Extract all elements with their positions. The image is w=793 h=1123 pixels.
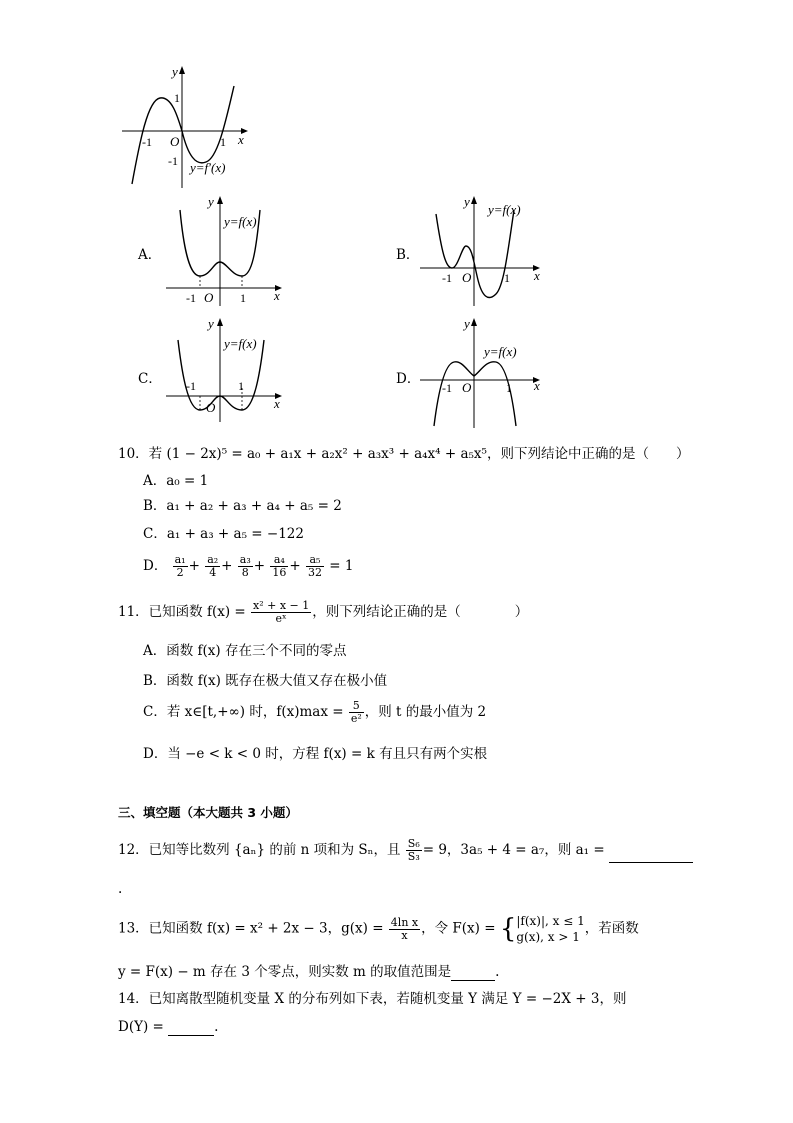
q10-d-frac-3: $\frac{\text{a₃}}{8}$	[239, 553, 251, 579]
main-curve-label: y=f′(x)	[190, 160, 226, 175]
b-one: 1	[504, 271, 510, 285]
q14-line2	[118, 1018, 218, 1036]
main-neg-one-y: -1	[168, 154, 178, 168]
option-c-label: C．	[138, 371, 162, 387]
a-origin: O	[204, 290, 214, 305]
option-b-graph	[416, 190, 546, 310]
b-y-label: y	[464, 194, 470, 209]
c-curve-label: y=f(x)	[224, 336, 257, 351]
q13-suffix: ，若函数	[584, 920, 639, 937]
q10-option-b: B．a₁ + a₂ + a₃ + a₄ + a₅ = 2	[143, 498, 342, 514]
a-curve-label: y=f(x)	[224, 214, 257, 229]
q12-period: .	[118, 881, 123, 897]
q13-stem: 13．已知函数 f(x) = x² + 2x − 3，g(x) = $\frac{\text{4ln x}}{x}$ ，令 F(x) = { |f(x)|, x ≤ 1 g(x), x > 1 ，若函数	[118, 914, 639, 944]
q14-line2-prefix: D(Y) =	[118, 1019, 169, 1035]
q10-option-d: D． $\frac{\text{a₁}}{2}$ + $\frac{\text{a₂}}{4}$ + $\frac{\text{a₃}}{8}$ + $\frac{\text{a₄}}{16}$ + $\frac{\text{a₅}}{32}$ = 1	[143, 553, 354, 579]
q11-option-d: D．当 −e < k < 0 时，方程 f(x) = k 有且只有两个实根	[143, 746, 488, 762]
main-origin: O	[170, 134, 180, 149]
q14-line2-end: .	[214, 1019, 219, 1035]
c-neg-one: -1	[186, 379, 196, 393]
q12-prefix: 12．已知等比数列 {aₙ} 的前 n 项和为 Sₙ，且	[118, 842, 405, 858]
q11-option-b: B．函数 f(x) 既存在极大值又存在极小值	[143, 673, 388, 689]
q11-stem-prefix: 11．已知函数 f(x) =	[118, 604, 251, 620]
q13-prefix: 13．已知函数 f(x) = x² + 2x − 3，g(x) =	[118, 920, 388, 937]
c-x-label: x	[274, 396, 280, 411]
main-y-label: y	[172, 64, 178, 79]
option-b-label: B．	[396, 247, 420, 263]
q13-mid: ，令 F(x) =	[421, 920, 500, 937]
main-x-label: x	[238, 132, 244, 147]
a-one: 1	[240, 291, 246, 305]
option-a-label: A．	[138, 247, 162, 263]
c-y-label: y	[208, 316, 214, 331]
d-y-label: y	[464, 316, 470, 331]
option-d-label: D．	[396, 371, 421, 387]
q12-answer-blank[interactable]	[609, 848, 693, 863]
q13-line2-text: y = F(x) − m 存在 3 个零点，则实数 m 的取值范围是	[118, 964, 452, 980]
b-origin: O	[462, 270, 472, 285]
q10-d-suffix: = 1	[329, 558, 354, 574]
option-a-graph	[160, 192, 290, 312]
b-neg-one: -1	[442, 271, 452, 285]
option-c-graph	[160, 314, 290, 424]
main-one-y: 1	[174, 91, 180, 105]
a-neg-one: -1	[186, 291, 196, 305]
q12-suffix: = 9，3a₅ + 4 = a₇，则 a₁ =	[422, 842, 609, 858]
q10-d-frac-4: $\frac{\text{a₄}}{16}$	[272, 553, 287, 579]
d-neg-one: -1	[442, 381, 452, 395]
option-d-graph	[416, 314, 546, 430]
c-one: 1	[238, 379, 244, 393]
q10-option-c: C．a₁ + a₃ + a₅ = −122	[143, 526, 304, 542]
q12-stem	[118, 838, 693, 863]
q13-piecewise: |f(x)|, x ≤ 1 g(x), x > 1	[516, 914, 585, 944]
q11-c-fraction: $\frac{5}{\text{e²}}$	[350, 699, 362, 725]
q11-c-suffix: ，则 t 的最小值为 2	[364, 704, 487, 720]
q11-fraction: $\frac{\text{x² + x − 1}}{\text{eˣ}}$	[253, 599, 310, 625]
q10-stem: 10．若 (1 − 2x)⁵ = a₀ + a₁x + a₂x² + a₃x³ + a₄x⁴ + a₅x⁵，则下列结论中正确的是（ ）	[118, 446, 690, 462]
d-curve-label: y=f(x)	[484, 344, 517, 359]
d-origin: O	[462, 380, 472, 395]
q10-option-a: A．a₀ = 1	[143, 473, 209, 489]
q13-answer-blank[interactable]	[451, 966, 495, 981]
q14-line1: 14．已知离散型随机变量 X 的分布列如下表，若随机变量 Y 满足 Y = −2X + 3，则	[118, 991, 627, 1007]
q11-c-prefix: C．若 x∈[t,+∞) 时，f(x)max =	[143, 704, 348, 720]
a-y-label: y	[208, 194, 214, 209]
main-one-x: 1	[220, 135, 226, 149]
a-x-label: x	[274, 288, 280, 303]
q12-fraction: $\frac{\text{S₆}}{\text{S₃}}$	[407, 837, 420, 863]
d-x-label: x	[534, 378, 540, 393]
q11-stem	[118, 600, 528, 625]
q10-d-prefix: D．	[143, 558, 168, 574]
q11-stem-suffix: ，则下列结论正确的是（ ）	[312, 604, 529, 620]
section-heading: 三、填空题（本大题共 3 小题）	[118, 805, 298, 820]
b-x-label: x	[534, 268, 540, 283]
q13-g-fraction: $\frac{\text{4ln x}}{x}$	[390, 915, 419, 942]
q14-answer-blank[interactable]	[168, 1021, 214, 1036]
q10-d-frac-5: $\frac{\text{a₅}}{32}$	[307, 553, 322, 579]
derivative-graph	[118, 60, 258, 190]
q13-line2-end: .	[495, 964, 500, 980]
main-neg-one-x: -1	[142, 135, 152, 149]
c-origin: O	[206, 400, 216, 415]
q11-option-a: A．函数 f(x) 存在三个不同的零点	[143, 643, 347, 659]
b-curve-label: y=f(x)	[488, 202, 521, 217]
q10-d-frac-2: $\frac{\text{a₂}}{4}$	[207, 553, 219, 579]
d-one: 1	[506, 381, 512, 395]
q10-d-frac-1: $\frac{\text{a₁}}{2}$	[174, 553, 186, 579]
q11-option-c	[143, 700, 486, 725]
q13-line2	[118, 963, 499, 981]
